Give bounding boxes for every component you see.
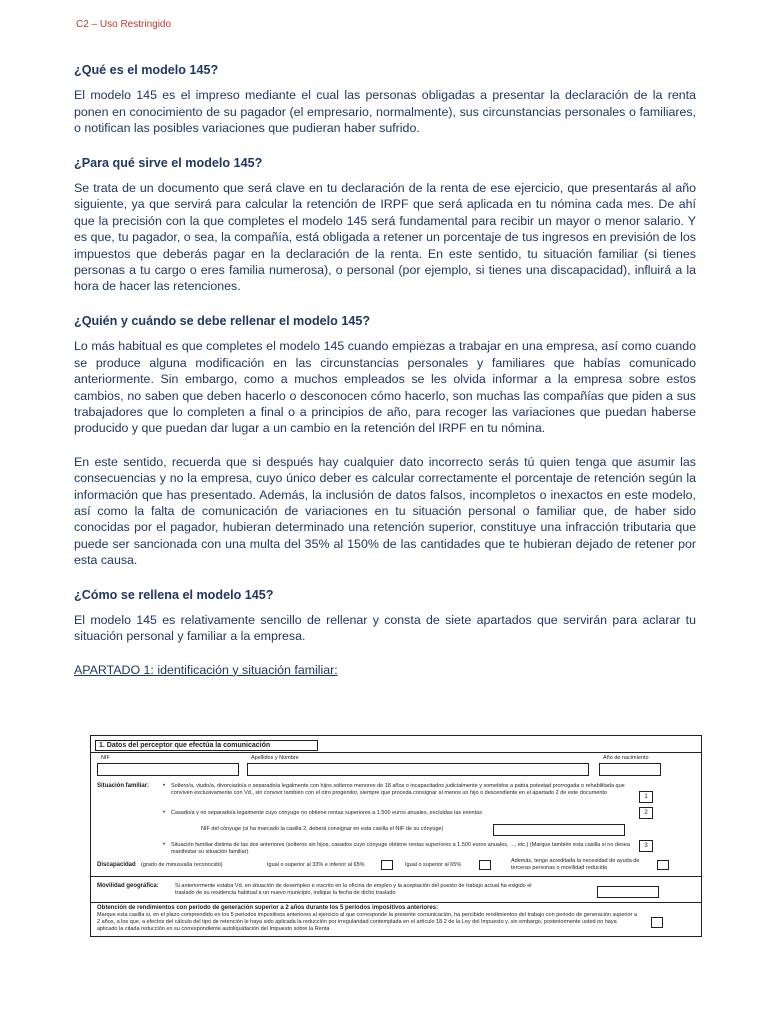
form-divider: [91, 902, 701, 903]
nif-field[interactable]: [97, 763, 239, 776]
situacion-label: Situación familiar:: [97, 783, 150, 789]
section-heading: ¿Qué es el modelo 145?: [74, 63, 219, 77]
disc-option-b: Igual o superior al 65%: [405, 862, 462, 868]
name-label: Apellidos y Nombre: [251, 755, 299, 761]
paragraph: El modelo 145 es relativamente sencillo de rellenar y consta de siete apartados que servirán para aclarar tu situación personal y familiar a la empresa.: [74, 612, 696, 644]
section-heading: ¿Cómo se rellena el modelo 145?: [74, 587, 274, 602]
mov-text: Si anteriormente estaba Vd. en situación de desempleo e inscrito en la oficina de empleo y la aceptación del puesto de trabajo actual ha exigido el traslado de su residencia habitual a un nuevo municipio, indique la fecha de dicho traslado: [175, 883, 532, 896]
paragraph: Se trata de un documento que será clave en tu declaración de la renta de ese ejercicio, que presentarás al año siguiente, ya que servirá para calcular la retención de IRPF que será aplicada en tu nómina cada mes. De ahí que la precisión con la que completes el modelo 145 será fundamental para recibir un mayor o menor salario. Y es que, tu pagador, o sea, la compañía, está obligada a retener un porcentaje de tus ingresos en previsión de los impuestos que deberás pagar en la declaración de la renta. En este sentido, tu situación familiar (si tienes personas a tu cargo o eres familia numerosa), o personal (por ejemplo, si tienes una discapacidad), influirá a la hora de hacer las retenciones.: [74, 181, 696, 294]
disc-option-a: Igual o superior al 33% e inferior al 65%: [267, 862, 365, 868]
paragraph: En este sentido, recuerda que si después hay cualquier dato incorrecto serás tú quien tenga que asumir las consecuencias y no la empresa, cuyo único deber es calcular correctamente el porcentaje de retención según la información que has presentado. Además, la inclusión de datos falsos, incompletos o inexactos en este modelo, así como la falta de comunicación de variaciones en tu situación personal o familiar que, de haber sido conocidas por el pagador, hubieran determinado una retención superior, constituye una infracción tributaria que puede ser sancionada con una multa del 35% al 150% de las cantidades que te hubieran dejado de retener por esta causa.: [74, 454, 696, 568]
checkbox-3[interactable]: 3: [639, 840, 653, 852]
apartado-link: APARTADO 1: identificación y situación familiar:: [74, 662, 338, 677]
mov-label: Movilidad geográfica:: [97, 883, 159, 889]
disc-checkbox-b[interactable]: [479, 860, 491, 870]
disc-label: Discapacidad: [97, 862, 136, 868]
checkbox-2[interactable]: 2: [639, 807, 653, 819]
bullet: •: [163, 810, 166, 816]
form-image: [90, 735, 702, 937]
section-heading: ¿Para qué sirve el modelo 145?: [74, 155, 263, 170]
disc-option-c: Además, tengo acreditada la necesidad de ayuda de terceras personas o movilidad reducida: [511, 858, 640, 871]
mov-date-field[interactable]: [597, 886, 659, 898]
form-divider: [91, 876, 701, 877]
obt-label: Obtención de rendimientos con periodo de generación superior a 2 años durante los 5 periodos impositivos anteriores:: [97, 905, 439, 911]
name-field[interactable]: [247, 763, 589, 776]
obt-text: Marque esta casilla si, en el plazo comprendido en los 5 periodos impositivos anteriores al ejercicio al que corresponde la presente comunicación, ha percibido rendimientos del trabajo con periodo de generación superior a 2 años, a los que, a efectos del cálculo del tipo de retención le haya sido aplicada la reducción por irregularidad contemplada en el artículo 18.2 de la Ley del Impuesto y, sin embargo, posteriormente usted no haya aplicado la citada reducción en su correspondiente autoliquidación del Impuesto sobre la Renta: [97, 912, 637, 932]
nif-label: NIF: [101, 755, 110, 761]
classification-label: C2 – Uso Restringido: [76, 19, 172, 30]
birth-year-field[interactable]: [599, 763, 661, 776]
spouse-nif-field[interactable]: [493, 824, 625, 836]
document-body: [74, 62, 696, 694]
disc-sub-label: (grado de minusvalía reconocido): [141, 862, 223, 868]
birth-label: Año de nacimiento: [603, 755, 649, 761]
option-1-text: Soltero/a, viudo/a, divorciado/a o separado/a legalmente con hijos solteros menores de 18 años o incapacitados judicialmente y sometidos a patria potestad prorrogada o rehabilitada que conviven exclusivamente con Vd., sin convivir también con el otro progenitor, siempre que proceda consignar al menos un hijo o descendiente en el apartado 2 de este documento: [171, 783, 625, 796]
bullet: •: [163, 842, 166, 848]
disc-checkbox-a[interactable]: [381, 860, 393, 870]
checkbox-1[interactable]: 1: [639, 791, 653, 803]
option-2-text: Casado/a y no separado/a legalmente cuyo cónyuge no obtiene rentas superiores a 1.500 euros anuales, excluidas las exentas: [171, 810, 482, 816]
form-divider: [91, 752, 701, 753]
bullet: •: [163, 783, 166, 789]
spouse-nif-label: NIF del cónyuge (si ha marcado la casilla 2, deberá consignar en esta casilla el NIF de su cónyuge): [201, 826, 444, 832]
obt-checkbox[interactable]: [651, 917, 663, 928]
paragraph: Lo más habitual es que completes el modelo 145 cuando empiezas a trabajar en una empresa, así como cuando se produce alguna modificación en las circunstancias personales y familiares que habías comunicado anteriormente. Sin embargo, como a muchos empleados se les olvida informar a la empresa sobre estos cambios, no saben que deben hacerlo o desconocen cómo hacerlo, son muchas las compañías que piden a sus trabajadores que lo completen a final o a principios de año, para recoger las variaciones que puedan haberse producido y que puedan dar lugar a un cambio en la retención del IRPF en tu nómina.: [74, 339, 696, 436]
form-title: 1. Datos del perceptor que efectúa la comunicación: [95, 740, 318, 751]
paragraph: El modelo 145 es el impreso mediante el cual las personas obligadas a presentar la declaración de la renta ponen en conocimiento de su pagador (el empresario, normalmente), sus circunstancias personales o familiares, o notifican las posibles variaciones que pudieran haber sufrido.: [74, 88, 696, 136]
section-heading: ¿Quién y cuándo se debe rellenar el modelo 145?: [74, 313, 371, 328]
disc-checkbox-c[interactable]: [657, 860, 669, 870]
option-3-text: Situación familiar distinta de las dos anteriores (solteros sin hijos, casados cuyo cónyuge obtiene rentas superiores a 1.500 euros anuales, ..., etc.) (Marque también esta casilla si no desea manifestar su situación familiar).: [171, 842, 630, 855]
